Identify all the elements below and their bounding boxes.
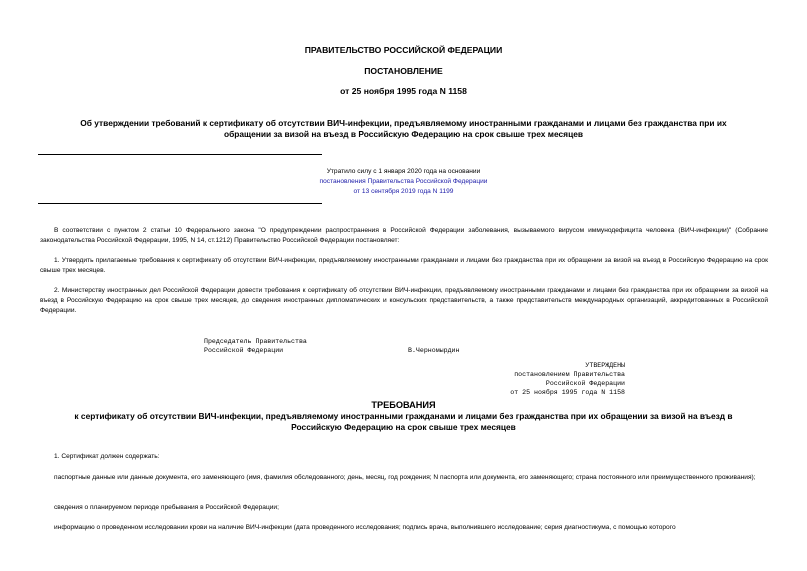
- preamble-paragraph: [40, 226, 768, 246]
- requirements-text-3: сведения о планируемом периоде пребывания в Российской Федерации;: [54, 504, 279, 511]
- title-line-1: Об утверждении требований к сертификату об отсутствии ВИЧ-инфекции, предъявляемому иностранными гражданами и лицами без гражданства при их: [80, 118, 727, 128]
- approved-line-4: от 25 ноября 1995 года N 1158: [510, 389, 625, 396]
- signature-position-2: Российской Федерации: [204, 347, 284, 354]
- item-text-1: 1. Утвердить прилагаемые требования к сертификату об отсутствии ВИЧ-инфекции, предъявляемому иностранными гражданами и лицами без гражданства при их обращении за визой на въезд в Российскую Федерацию на срок свыше трех месяцев.: [40, 257, 768, 274]
- status-line: Утратило силу с 1 января 2020 года на основании: [326, 168, 481, 175]
- requirements-text-1: 1. Сертификат должен содержать:: [54, 453, 160, 460]
- status-link-decree[interactable]: постановления Правительства Российской Федерации: [319, 178, 488, 185]
- requirements-paragraph-4: [40, 523, 768, 533]
- item-text-2: 2. Министерству иностранных дел Российской Федерации довести требования к сертификату об отсутствии ВИЧ-инфекции, предъявляемому иностранными гражданами и лицами без гражданства при их обращении за визой на въезд в Российскую Федерацию на срок свыше трех месяцев, до сведения иностранных дипломатических и консульских представительств, а также представительств международных организаций, аккредитованных в Российской Федерации.: [40, 287, 768, 314]
- item-paragraph-2: [40, 286, 768, 316]
- divider-top: [38, 154, 322, 155]
- item-paragraph-1: [40, 256, 768, 276]
- approved-line-1: УТВЕРЖДЕНЫ: [585, 362, 625, 369]
- approved-line-3: Российской Федерации: [545, 380, 625, 387]
- approved-line-2: постановлением Правительства: [514, 371, 625, 378]
- preamble-text: В соответствии с пунктом 2 статьи 10 Федерального закона "О предупреждении распространения в Российской Федерации заболевания, вызываемого вирусом иммунодефицита человека (ВИЧ-инфекции)" (Собрание законодательства Российской Федерации, 1995, N 14, ст.1212) Правительство Российской Федерации постановляет:: [40, 227, 768, 244]
- document-date-number: от 25 ноября 1995 года N 1158: [340, 86, 467, 96]
- requirements-paragraph-1: [40, 452, 768, 462]
- divider-bottom: [38, 203, 322, 204]
- requirements-paragraph-2: [40, 473, 768, 483]
- requirements-subtitle-1: к сертификату об отсутствии ВИЧ-инфекции, предъявляемому иностранными гражданами и лицами без гражданства при их обращении за визой на въезд в: [74, 411, 733, 421]
- government-name: ПРАВИТЕЛЬСТВО РОССИЙСКОЙ ФЕДЕРАЦИИ: [304, 45, 503, 55]
- requirements-heading: ТРЕБОВАНИЯ: [371, 400, 436, 410]
- signature-position-1: Председатель Правительства: [204, 338, 307, 345]
- requirements-text-4: информацию о проведенном исследовании крови на наличие ВИЧ-инфекции (дата проведенного исследования; подпись врача, выполнившего исследование; серия диагностикума, с помощью которого: [54, 524, 676, 531]
- requirements-subtitle-2: Российскую Федерацию на срок свыше трех месяцев: [291, 422, 516, 432]
- title-line-2: обращении за визой на въезд в Российскую Федерацию на срок свыше трех месяцев: [223, 129, 584, 139]
- status-link-date[interactable]: от 13 сентября 2019 года N 1199: [353, 188, 454, 195]
- requirements-text-2: паспортные данные или данные документа, его заменяющего (имя, фамилия обследованного; день, месяц, год рождения; N паспорта или документа, его заменяющего; страна постоянного или преимущественного проживания);: [54, 474, 756, 481]
- requirements-paragraph-3: [40, 503, 768, 513]
- document-type: ПОСТАНОВЛЕНИЕ: [364, 66, 443, 76]
- signature-name: В.Черномырдин: [408, 347, 460, 354]
